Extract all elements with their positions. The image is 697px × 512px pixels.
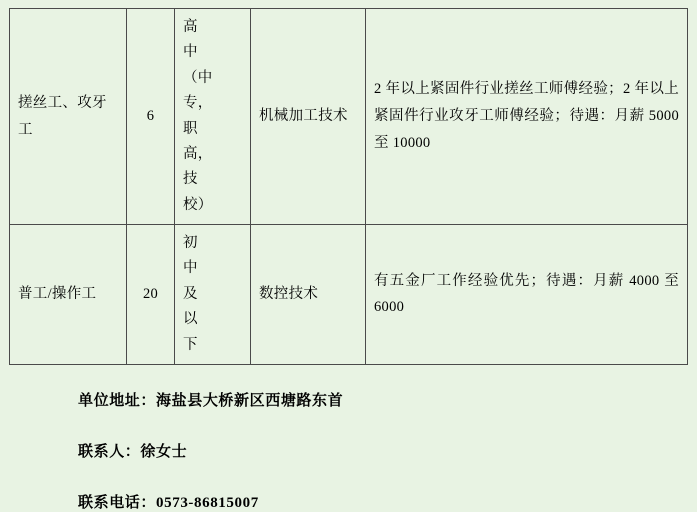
cell-skill: 机械加工技术 xyxy=(251,9,366,225)
cell-education xyxy=(175,225,251,365)
cell-position: 普工/操作工 xyxy=(10,225,127,365)
address-label: 单位地址： xyxy=(78,392,157,409)
document-page xyxy=(0,8,697,511)
cell-education-text: 初中及以下 xyxy=(183,235,198,353)
contact-info xyxy=(78,389,697,512)
cell-requirements: 有五金厂工作经验优先；待遇：月薪 4000 至 6000 xyxy=(366,225,688,365)
cell-headcount: 20 xyxy=(127,225,175,365)
contact-person-value: 徐女士 xyxy=(140,443,188,460)
contact-person-label: 联系人： xyxy=(78,443,141,460)
cell-skill: 数控技术 xyxy=(251,225,366,365)
cell-position: 搓丝工、攻牙工 xyxy=(10,9,127,225)
job-listing-table xyxy=(9,8,688,365)
contact-phone-label: 联系电话： xyxy=(78,494,157,511)
contact-phone-line xyxy=(78,491,697,512)
cell-education-text: 高中（中专，职高，技校） xyxy=(183,19,213,213)
table-row xyxy=(10,225,688,365)
address-value: 海盐县大桥新区西塘路东首 xyxy=(156,392,344,409)
table-row xyxy=(10,9,688,225)
cell-education xyxy=(175,9,251,225)
contact-phone-value: 0573-86815007 xyxy=(156,494,259,511)
contact-person-line xyxy=(78,440,697,461)
cell-requirements: 2 年以上紧固件行业搓丝工师傅经验；2 年以上紧固件行业攻牙工师傅经验；待遇：月薪 5000 至 10000 xyxy=(366,9,688,225)
cell-headcount: 6 xyxy=(127,9,175,225)
address-line xyxy=(78,389,697,410)
